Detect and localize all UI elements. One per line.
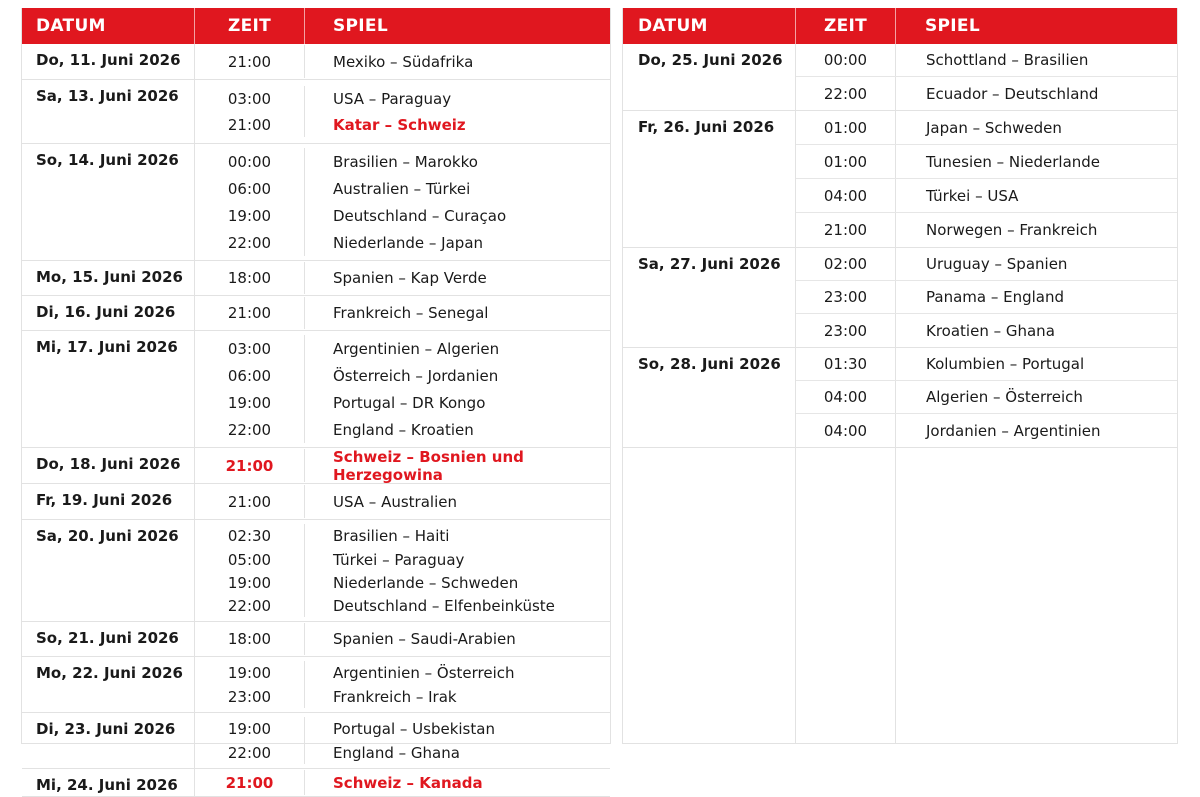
kickoff-time: 19:00 (195, 202, 305, 229)
kickoff-time: 22:00 (796, 77, 896, 110)
kickoff-time: 22:00 (195, 741, 305, 764)
match-date: Do, 18. Juni 2026 (22, 448, 195, 483)
match-teams: USA – Paraguay (333, 90, 452, 108)
match-row (195, 741, 610, 764)
match-row (195, 297, 610, 329)
match-teams: Deutschland – Curaçao (333, 206, 507, 225)
match-row (195, 202, 610, 229)
match-date: Di, 16. Juni 2026 (22, 296, 195, 330)
match-row (195, 770, 610, 795)
match-row (796, 381, 1177, 414)
match-teams: Spanien – Saudi-Arabien (333, 630, 516, 648)
match-teams: Argentinien – Österreich (333, 664, 515, 682)
match-row (796, 348, 1177, 381)
day-group (22, 484, 610, 520)
match-row (195, 548, 610, 571)
match-row (195, 661, 610, 685)
match-date: Do, 11. Juni 2026 (22, 44, 195, 79)
day-group (22, 44, 610, 80)
match-row (796, 248, 1177, 281)
match-teams: Argentinien – Algerien (333, 339, 500, 358)
match-teams: Japan – Schweden (926, 118, 1062, 137)
match-teams: Türkei – USA (926, 186, 1019, 205)
table-header (623, 8, 1177, 44)
kickoff-time: 18:00 (195, 623, 305, 655)
kickoff-time: 21:00 (195, 485, 305, 518)
match-row (195, 524, 610, 548)
kickoff-time: 01:00 (796, 111, 896, 144)
match-teams: Niederlande – Japan (333, 233, 484, 252)
match-row (796, 314, 1177, 347)
day-group (22, 448, 610, 484)
match-teams: Algerien – Österreich (926, 388, 1083, 406)
header-time: ZEIT (195, 8, 305, 44)
schedule-table-left (21, 8, 611, 794)
match-teams: Uruguay – Spanien (926, 255, 1068, 273)
match-date: Di, 23. Juni 2026 (22, 713, 195, 768)
day-group (22, 657, 610, 713)
kickoff-time: 21:00 (195, 112, 305, 137)
match-teams: Brasilien – Marokko (333, 152, 478, 171)
kickoff-time: 00:00 (796, 44, 896, 76)
kickoff-time: 19:00 (195, 571, 305, 594)
match-teams: Tunesien – Niederlande (926, 152, 1101, 171)
kickoff-time: 04:00 (796, 381, 896, 413)
match-row (195, 335, 610, 362)
match-row (195, 485, 610, 518)
match-teams: Katar – Schweiz (333, 115, 466, 134)
day-group (623, 348, 1177, 448)
match-date: Do, 25. Juni 2026 (623, 44, 796, 110)
match-row (195, 717, 610, 741)
match-row (796, 179, 1177, 213)
day-group (623, 111, 1177, 248)
kickoff-time: 03:00 (195, 335, 305, 362)
day-group (22, 769, 610, 797)
table-body (22, 44, 610, 797)
day-group (22, 296, 610, 331)
match-date: So, 21. Juni 2026 (22, 622, 195, 656)
match-teams: Türkei – Paraguay (333, 550, 465, 569)
kickoff-time: 19:00 (195, 661, 305, 685)
match-row (195, 623, 610, 655)
kickoff-time: 21:00 (195, 770, 305, 795)
empty-table-space (623, 448, 1177, 743)
match-teams: USA – Australien (333, 492, 457, 511)
match-row (195, 112, 610, 137)
schedule-table-right (622, 8, 1178, 744)
kickoff-time: 19:00 (195, 389, 305, 416)
table-body (623, 44, 1177, 448)
match-teams: England – Kroatien (333, 420, 474, 439)
match-row (195, 449, 610, 482)
match-row (195, 571, 610, 594)
match-date: Sa, 27. Juni 2026 (623, 248, 796, 347)
match-row (796, 281, 1177, 314)
match-teams: Spanien – Kap Verde (333, 269, 487, 287)
match-teams: Schweiz – Kanada (333, 773, 483, 792)
match-row (195, 389, 610, 416)
match-teams: Brasilien – Haiti (333, 527, 450, 545)
kickoff-time: 21:00 (195, 297, 305, 329)
match-teams: Australien – Türkei (333, 179, 471, 198)
match-row (195, 362, 610, 389)
match-teams: Schottland – Brasilien (926, 51, 1089, 69)
match-row (796, 145, 1177, 179)
match-teams: Kolumbien – Portugal (926, 355, 1085, 373)
kickoff-time: 01:00 (796, 145, 896, 178)
kickoff-time: 04:00 (796, 414, 896, 447)
kickoff-time: 02:30 (195, 524, 305, 548)
match-date: Mi, 24. Juni 2026 (22, 769, 195, 796)
kickoff-time: 06:00 (195, 362, 305, 389)
day-group (22, 622, 610, 657)
match-row (195, 594, 610, 617)
kickoff-time: 23:00 (796, 314, 896, 347)
kickoff-time: 23:00 (796, 281, 896, 313)
kickoff-time: 02:00 (796, 248, 896, 280)
day-group (22, 261, 610, 296)
match-row (195, 45, 610, 78)
match-row (195, 229, 610, 256)
kickoff-time: 22:00 (195, 594, 305, 617)
header-game: SPIEL (925, 16, 980, 36)
match-teams: Portugal – Usbekistan (333, 720, 495, 738)
match-date: Mo, 15. Juni 2026 (22, 261, 195, 295)
match-teams: Frankreich – Irak (333, 687, 457, 706)
kickoff-time: 00:00 (195, 148, 305, 175)
match-teams: Deutschland – Elfenbeinküste (333, 596, 555, 615)
header-date: DATUM (22, 8, 195, 44)
header-date: DATUM (623, 8, 796, 44)
match-teams: Portugal – DR Kongo (333, 393, 486, 412)
match-teams: Schweiz – Bosnien und Herzegowina (333, 447, 524, 484)
kickoff-time: 23:00 (195, 685, 305, 708)
kickoff-time: 06:00 (195, 175, 305, 202)
kickoff-time: 04:00 (796, 179, 896, 212)
match-teams: Jordanien – Argentinien (926, 421, 1101, 440)
match-row (195, 262, 610, 294)
kickoff-time: 05:00 (195, 548, 305, 571)
match-teams: Ecuador – Deutschland (926, 84, 1099, 103)
match-date: Mi, 17. Juni 2026 (22, 331, 195, 447)
match-teams: England – Ghana (333, 743, 460, 762)
day-group (22, 713, 610, 769)
match-row (796, 213, 1177, 247)
header-game: SPIEL (333, 16, 388, 36)
match-row (195, 685, 610, 708)
match-date: Sa, 20. Juni 2026 (22, 520, 195, 621)
day-group (22, 331, 610, 448)
kickoff-time: 03:00 (195, 86, 305, 112)
match-row (796, 44, 1177, 77)
day-group (623, 44, 1177, 111)
kickoff-time: 01:30 (796, 348, 896, 380)
day-group (623, 248, 1177, 348)
day-group (22, 520, 610, 622)
match-row (195, 416, 610, 443)
kickoff-time: 22:00 (195, 229, 305, 256)
match-teams: Österreich – Jordanien (333, 366, 499, 385)
match-row (195, 148, 610, 175)
match-teams: Mexiko – Südafrika (333, 52, 474, 71)
match-row (195, 86, 610, 112)
match-teams: Kroatien – Ghana (926, 321, 1055, 340)
match-date: Sa, 13. Juni 2026 (22, 80, 195, 143)
match-date: So, 14. Juni 2026 (22, 144, 195, 260)
kickoff-time: 21:00 (195, 449, 305, 482)
kickoff-time: 21:00 (796, 213, 896, 247)
match-date: So, 28. Juni 2026 (623, 348, 796, 447)
match-teams: Niederlande – Schweden (333, 573, 519, 592)
day-group (22, 80, 610, 144)
kickoff-time: 19:00 (195, 717, 305, 741)
match-date: Fr, 26. Juni 2026 (623, 111, 796, 247)
kickoff-time: 18:00 (195, 262, 305, 294)
match-teams: Frankreich – Senegal (333, 304, 489, 322)
match-teams: Panama – England (926, 288, 1064, 306)
kickoff-time: 21:00 (195, 45, 305, 78)
match-date: Mo, 22. Juni 2026 (22, 657, 195, 712)
match-row (195, 175, 610, 202)
day-group (22, 144, 610, 261)
match-row (796, 77, 1177, 110)
match-teams: Norwegen – Frankreich (926, 221, 1098, 239)
match-row (796, 414, 1177, 447)
match-row (796, 111, 1177, 145)
table-header (22, 8, 610, 44)
header-time: ZEIT (796, 8, 896, 44)
match-date: Fr, 19. Juni 2026 (22, 484, 195, 519)
kickoff-time: 22:00 (195, 416, 305, 443)
